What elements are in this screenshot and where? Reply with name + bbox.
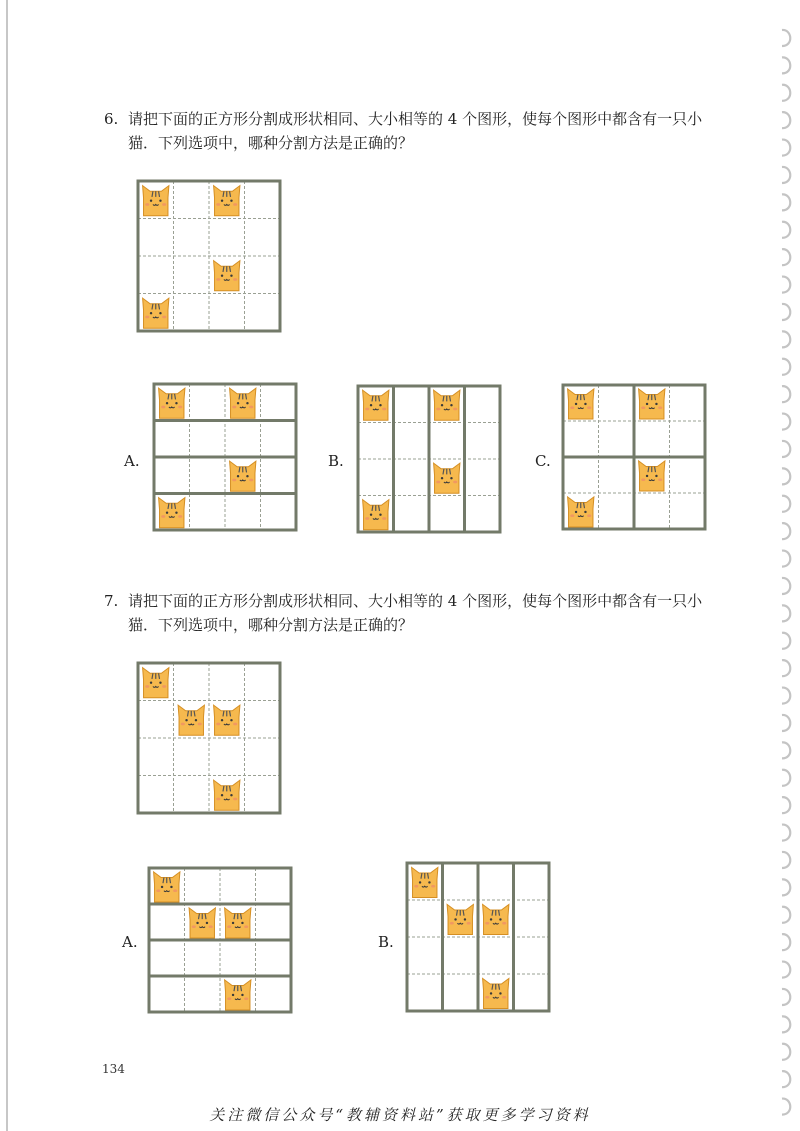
binding-ring <box>782 414 790 430</box>
question-6-option-c-label[interactable]: C. <box>535 452 551 470</box>
question-6-line1: 请把下面的正方形分割成形状相同、大小相等的 4 个图形，使每个图形中都含有一只小 <box>128 110 703 128</box>
binding-rings <box>768 0 800 1131</box>
binding-ring <box>782 797 790 813</box>
binding-ring <box>782 989 790 1005</box>
question-7-number: 7. <box>104 592 119 610</box>
binding-ring <box>782 167 790 183</box>
binding-ring <box>782 1016 790 1032</box>
binding-ring <box>782 222 790 238</box>
binding-ring <box>782 523 790 539</box>
question-6-option-b-grid[interactable] <box>356 384 502 534</box>
question-6-option-a-label[interactable]: A. <box>124 452 140 470</box>
question-7-line1: 请把下面的正方形分割成形状相同、大小相等的 4 个图形，使每个图形中都含有一只小 <box>128 592 703 610</box>
binding-ring <box>782 825 790 841</box>
binding-ring <box>782 331 790 347</box>
binding-ring <box>782 140 790 156</box>
binding-ring <box>782 85 790 101</box>
binding-ring <box>782 468 790 484</box>
binding-ring <box>782 386 790 402</box>
binding-ring <box>782 496 790 512</box>
binding-ring <box>782 605 790 621</box>
binding-ring <box>782 578 790 594</box>
binding-ring <box>782 770 790 786</box>
question-7-option-a-label[interactable]: A. <box>122 933 138 951</box>
binding-ring <box>782 742 790 758</box>
question-7-main-grid <box>136 661 282 815</box>
question-7-text <box>104 589 702 637</box>
question-7-option-b-label[interactable]: B. <box>378 933 394 951</box>
question-7-line2: 猫．下列选项中，哪种分割方法是正确的？ <box>128 616 414 634</box>
binding-ring <box>782 57 790 73</box>
footer-note: 关注微信公众号“教辅资料站”获取更多学习资料 <box>209 1106 591 1124</box>
binding-ring <box>782 688 790 704</box>
binding-ring <box>782 249 790 265</box>
binding-ring <box>782 441 790 457</box>
binding-ring <box>782 304 790 320</box>
binding-ring <box>782 551 790 567</box>
binding-ring <box>782 660 790 676</box>
binding-ring <box>782 633 790 649</box>
binding-ring <box>782 277 790 293</box>
binding-ring <box>782 194 790 210</box>
binding-ring <box>782 879 790 895</box>
question-6-option-c-grid[interactable] <box>561 383 707 531</box>
binding-ring <box>782 934 790 950</box>
binding-ring <box>782 852 790 868</box>
binding-ring <box>782 1071 790 1087</box>
question-6-text <box>104 107 702 155</box>
question-6-option-a-grid[interactable] <box>152 382 298 532</box>
binding-ring <box>782 715 790 731</box>
page-number: 134 <box>102 1062 125 1076</box>
binding-ring <box>782 907 790 923</box>
question-6-line2: 猫．下列选项中，哪种分割方法是正确的？ <box>128 134 414 152</box>
binding-ring <box>782 359 790 375</box>
page-margin-line <box>6 0 8 1131</box>
question-7-option-a-grid[interactable] <box>147 866 293 1014</box>
binding-ring <box>782 30 790 46</box>
question-7-option-b-grid[interactable] <box>405 861 551 1013</box>
question-6-main-grid <box>136 179 282 333</box>
question-6-number: 6. <box>104 110 119 128</box>
binding-ring <box>782 1044 790 1060</box>
binding-ring <box>782 112 790 128</box>
binding-ring <box>782 962 790 978</box>
question-6-option-b-label[interactable]: B. <box>328 452 344 470</box>
